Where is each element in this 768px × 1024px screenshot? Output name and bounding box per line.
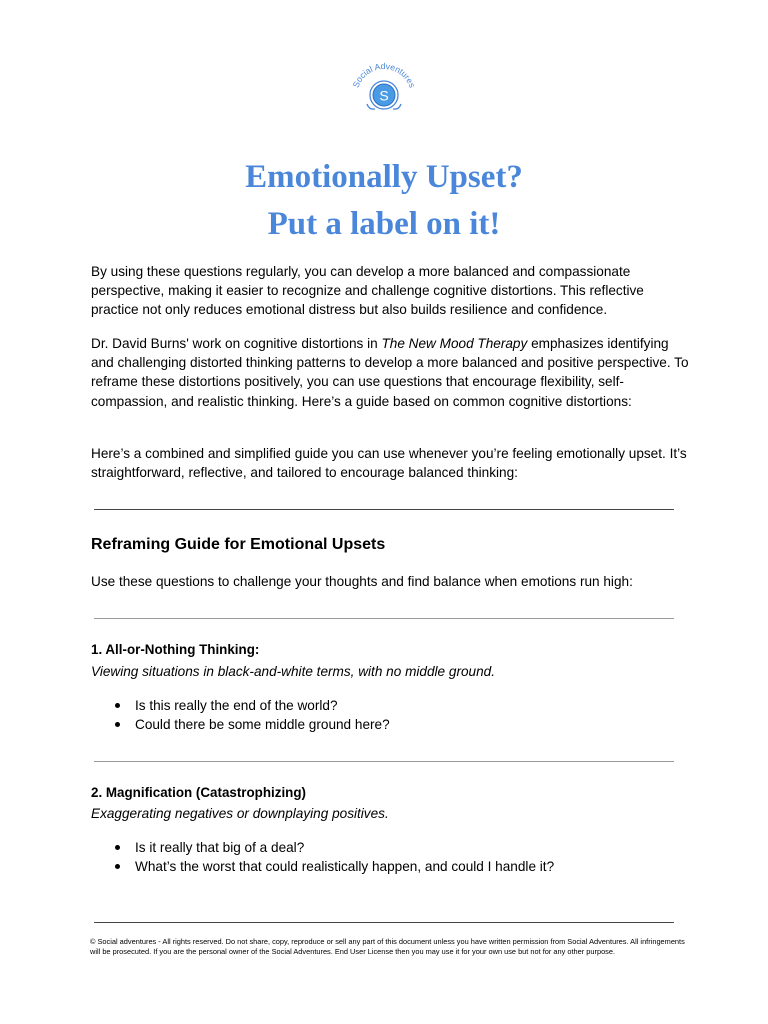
copyright-notice: © Social adventures - All rights reserved. Do not share, copy, reproduce or sell any part of this document unless you have written permission from Social Adventures. All infringements will be prosecuted. If you are the personal owner of the Social Adventures. End User License then you may use it for your own use but not for any other purpose.: [90, 937, 685, 956]
section-1-heading: 1. All-or-Nothing Thinking:: [91, 642, 260, 657]
list-item: What’s the worst that could realistically happen, and could I handle it?: [91, 857, 554, 876]
logo-letter: S: [379, 87, 389, 104]
intro-paragraph-2-start: Dr. David Burns' work on cognitive distortions in: [91, 336, 382, 351]
list-item: Could there be some middle ground here?: [91, 715, 390, 734]
page-title-line-2: Put a label on it!: [267, 206, 501, 242]
intro-paragraph-2-end: emphasizes identifying and challenging distorted thinking patterns to develop a more balanced and positive perspective. To reframe these distortions positively, you can use questions that encourage flexibility, self-compassion, and realistic thinking. Here’s a guide based on common cognitive distortions:: [91, 336, 689, 409]
guide-heading: Reframing Guide for Emotional Upsets: [91, 536, 386, 553]
guide-intro: Use these questions to challenge your thoughts and find balance when emotions run high:: [91, 574, 633, 589]
list-item: Is this really the end of the world?: [91, 696, 390, 715]
page-title-line-1: Emotionally Upset?: [245, 159, 523, 195]
intro-paragraph-3: Here’s a combined and simplified guide you can use whenever you’re feeling emotionally upset. It’s straightforward, reflective, and tailored to encourage balanced thinking:: [91, 446, 687, 481]
section-2-heading: 2. Magnification (Catastrophizing): [91, 785, 306, 800]
section-1-description: Viewing situations in black-and-white terms, with no middle ground.: [91, 664, 495, 679]
list-item: Is it really that big of a deal?: [91, 838, 554, 857]
footer-divider: [94, 922, 674, 923]
book-title: The New Mood Therapy: [381, 336, 528, 351]
section-1-questions: [91, 696, 390, 734]
intro-paragraph-2: [91, 334, 691, 411]
divider: [94, 761, 674, 762]
section-2-description: Exaggerating negatives or downplaying positives.: [91, 806, 389, 821]
logo-text: Social Adventures: [350, 60, 418, 89]
social-adventures-logo: [343, 52, 425, 122]
divider: [94, 509, 674, 510]
section-2-questions: [91, 838, 554, 876]
divider: [94, 618, 674, 619]
intro-paragraph-1: By using these questions regularly, you can develop a more balanced and compassionate perspective, making it easier to recognize and challenge cognitive distortions. This reflective practice not only reduces emotional distress but also builds resilience and confidence.: [91, 264, 644, 318]
